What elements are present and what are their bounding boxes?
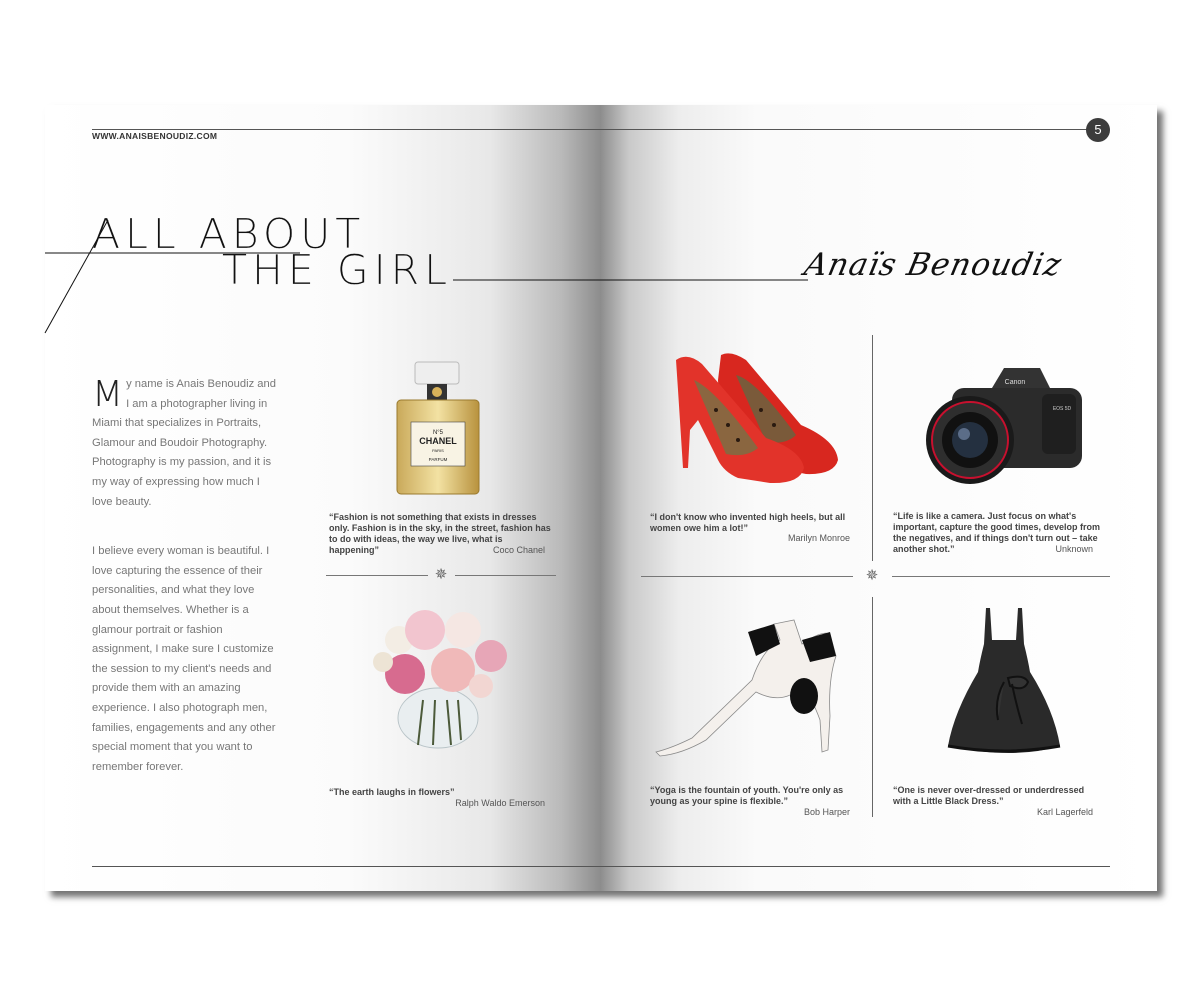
quote-text: “Fashion is not something that exists in dresses only. Fashion is in the sky, in the street, fashion has to do with ideas, the way we live, what is happening”: [329, 512, 551, 555]
heels-image: [666, 350, 846, 490]
footer-rule: [92, 866, 1110, 867]
perfume-label-city: PARIS: [432, 448, 444, 453]
divider-left-b: [455, 575, 556, 576]
quote-text: “One is never over-dressed or underdressed with a Little Black Dress.”: [893, 785, 1085, 806]
dress-image: [944, 600, 1064, 760]
quote-text: “The earth laughs in flowers”: [329, 787, 455, 797]
perfume-label-brand: CHANEL: [419, 436, 457, 446]
star-ornament-icon: ✵: [865, 567, 879, 584]
quote-text: “I don't know who invented high heels, but all women owe him a lot!”: [650, 512, 846, 533]
site-url: WWW.ANAISBENOUDIZ.COM: [92, 131, 218, 141]
title-line-2: THE GIRL: [222, 246, 453, 294]
intro-paragraph-1: My name is Anais Benoudiz and I am a photographer living in Miami that specializes in Portraits, Glamour and Boudoir Photography. Photography is my passion, and it is my way of expressing how much I love beauty.: [92, 374, 276, 508]
star-ornament-icon: ✵: [434, 566, 448, 583]
quote-author: Coco Chanel: [492, 545, 545, 555]
camera-brand-label: Canon: [1004, 379, 1026, 386]
column-divider-top: [872, 335, 873, 561]
drop-cap: M: [92, 374, 124, 415]
divider-right-b: [892, 576, 1110, 577]
title-line-1: ALL ABOUT: [92, 210, 366, 258]
divider-right-a: [641, 576, 853, 577]
perfume-label-type: PARFUM: [428, 457, 448, 462]
flowers-image: [363, 600, 523, 760]
camera-model-label: EOS 5D: [1052, 406, 1072, 412]
column-divider-bottom: [872, 597, 873, 817]
quote-text: “Yoga is the fountain of youth. You're only as young as your spine is flexible.”: [650, 785, 844, 806]
signature: Anaïs Benoudiz: [801, 247, 1066, 283]
quote-author: Bob Harper: [803, 807, 850, 817]
intro-paragraph-2: I believe every woman is beautiful. I love capturing the essence of their personalities, and what they love about themselves. Whether is a glamour portrait or fashion assignment, I make sure I customize the session to my client's needs and provide them with an amazing experience. I also photograph men, families, engagements and any other special moment that you want to remember forever.: [92, 545, 276, 773]
page-number: 5: [1086, 118, 1110, 142]
quote-text: “Life is like a camera. Just focus on what's important, capture the good times, develop from the negatives, and if things don't turn out – take another shot.”: [893, 511, 1101, 554]
divider-left-a: [326, 575, 428, 576]
quote-author: Karl Lagerfeld: [1036, 807, 1093, 817]
camera-image: [922, 358, 1092, 498]
quote-author: Ralph Waldo Emerson: [455, 798, 545, 808]
quote-author: Marilyn Monroe: [787, 533, 850, 543]
perfume-label-no5: N°5: [432, 430, 444, 436]
intro-text: [92, 375, 282, 807]
quote-author: Unknown: [1055, 544, 1093, 554]
yoga-image: [652, 620, 862, 760]
perfume-image: [393, 360, 483, 500]
